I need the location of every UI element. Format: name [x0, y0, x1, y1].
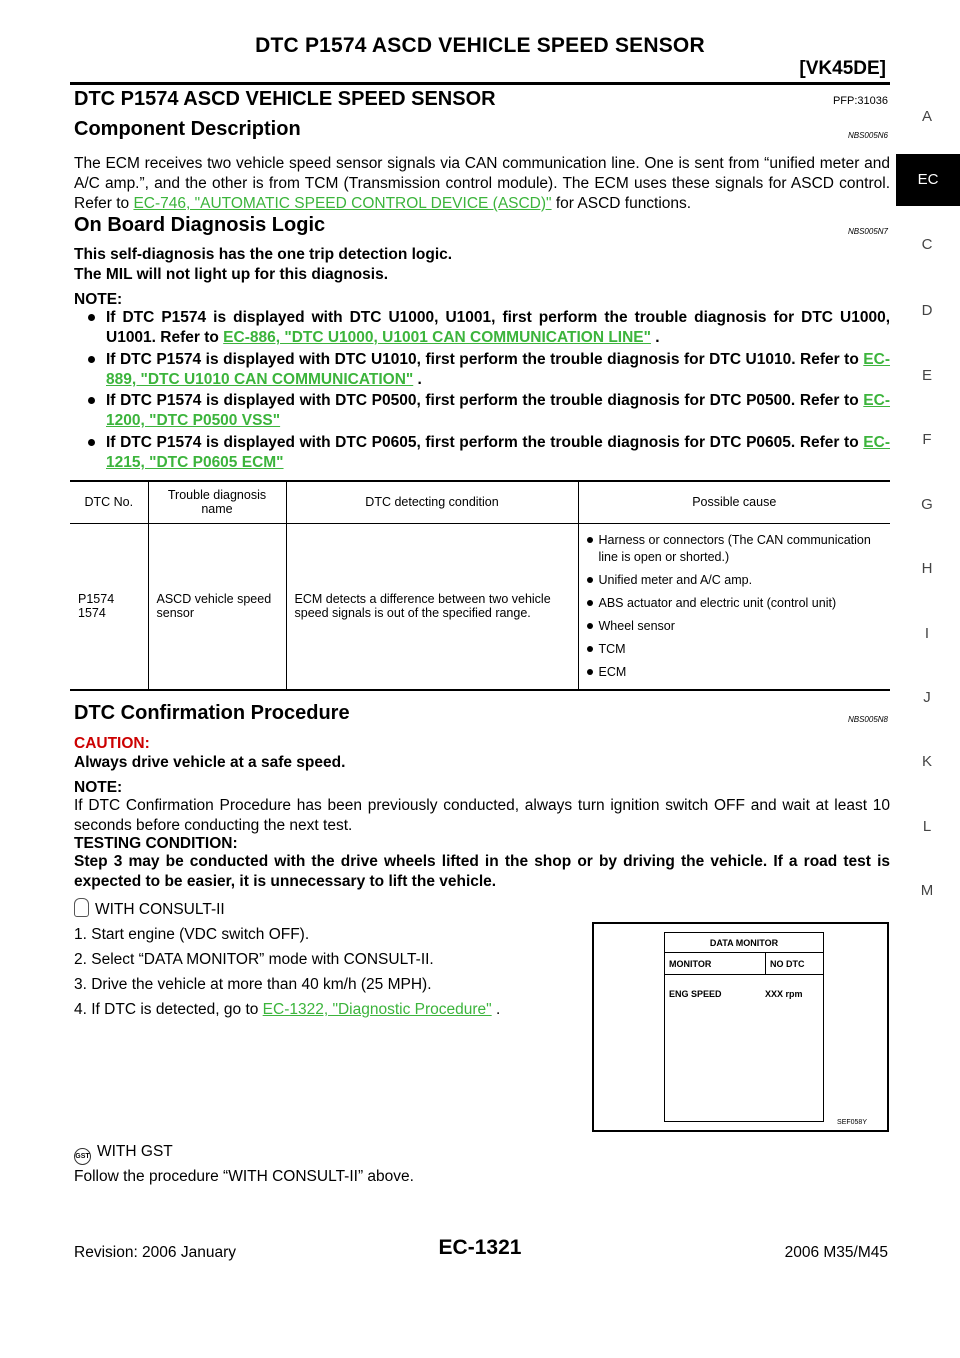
obd-logic-heading: On Board Diagnosis Logic: [74, 214, 326, 236]
p0605-link[interactable]: EC-1215, "DTC P0605 ECM": [106, 434, 890, 471]
footer-model: 2006 M35/M45: [784, 1244, 888, 1261]
cause-item: Harness or connectors (The CAN communication line is open or shorted.): [587, 532, 883, 566]
obd-line-1: This self-diagnosis has the one trip detection logic.: [74, 246, 453, 263]
eng-speed-row: [669, 989, 819, 999]
dtc-table: [70, 480, 890, 691]
figure-code: SEF058Y: [837, 1119, 867, 1126]
cell-possible-cause: [578, 523, 890, 690]
caution-label: CAUTION:: [74, 735, 150, 752]
gst-heading: GST WITH GST: [74, 1142, 173, 1165]
side-index-e[interactable]: E: [921, 367, 932, 384]
caution-text: Always drive vehicle at a safe speed.: [74, 754, 346, 771]
data-monitor-title: DATA MONITOR: [665, 933, 823, 953]
cause-item: ABS actuator and electric unit (control unit): [587, 595, 883, 612]
side-index-c[interactable]: C: [921, 236, 933, 253]
col-dtc-no: DTC No.: [70, 481, 148, 523]
side-index-ec[interactable]: EC: [917, 171, 939, 188]
side-index-a[interactable]: A: [921, 108, 932, 125]
component-description-heading: Component Description: [74, 118, 301, 140]
gst-text: Follow the procedure “WITH CONSULT-II” above.: [74, 1168, 414, 1185]
monitor-column-label: MONITOR: [669, 959, 712, 969]
step-1: 1. Start engine (VDC switch OFF).: [74, 926, 310, 943]
side-index-m[interactable]: M: [920, 882, 934, 899]
side-index-g[interactable]: G: [921, 496, 933, 513]
main-title: DTC P1574 ASCD VEHICLE SPEED SENSOR: [74, 88, 496, 110]
page-header-title: DTC P1574 ASCD VEHICLE SPEED SENSOR: [255, 34, 705, 57]
obd-note-label: NOTE:: [74, 291, 123, 308]
header-rule: [70, 82, 890, 85]
col-possible-cause: Possible cause: [578, 481, 890, 523]
note-bullet-2: If DTC P1574 is displayed with DTC U1010, first perform the trouble diagnosis for DTC U1010. Refer to EC-889, "DTC U1010 CAN COMMUNICATION" .: [74, 350, 890, 390]
p0500-link[interactable]: EC-1200, "DTC P0500 VSS": [106, 392, 890, 429]
side-index-k[interactable]: K: [921, 753, 932, 770]
confirmation-heading: DTC Confirmation Procedure: [74, 702, 350, 724]
diagnostic-procedure-link[interactable]: EC-1322, "Diagnostic Procedure": [262, 1001, 492, 1018]
side-index-f[interactable]: F: [922, 431, 932, 448]
testing-condition-text: Step 3 may be conducted with the drive wheels lifted in the shop or by driving the vehicle. If a road test is expected to be easier, it is unnecessary to lift the vehicle.: [74, 853, 890, 890]
cause-item: Unified meter and A/C amp.: [587, 572, 883, 589]
table-row: [70, 523, 890, 690]
note-bullet-4: If DTC P1574 is displayed with DTC P0605, first perform the trouble diagnosis for DTC P0605. Refer to EC-1215, "DTC P0605 ECM": [74, 433, 890, 473]
component-description-text: The ECM receives two vehicle speed sensor signals via CAN communication line. One is sent from “unified meter and A/C amp.”, and the other is from TCM (Transmission control module). The ECM uses these signals for ASCD control. Refer to EC-746, "AUTOMATIC SPEED CONTROL DEVICE (ASCD)" for ASCD functions.: [74, 155, 890, 212]
component-description-ref: NBS005N6: [847, 131, 888, 140]
confirmation-ref: NBS005N8: [847, 715, 888, 724]
note-label: NOTE:: [74, 779, 123, 796]
no-dtc-label: NO DTC: [770, 959, 805, 969]
testing-condition-label: TESTING CONDITION:: [74, 835, 238, 852]
data-monitor-figure: [592, 922, 889, 1132]
note-text: If DTC Confirmation Procedure has been previously conducted, always turn ignition switch OFF and wait at least 10 seconds before conducting the next test.: [74, 797, 890, 834]
cell-dtc-no: P1574 1574: [70, 523, 148, 690]
side-index-d[interactable]: D: [921, 302, 933, 319]
engine-model-label: [VK45DE]: [799, 58, 886, 79]
obd-line-2: The MIL will not light up for this diagnosis.: [74, 266, 389, 283]
ascd-link[interactable]: EC-746, "AUTOMATIC SPEED CONTROL DEVICE (ASCD)": [133, 195, 552, 212]
eng-speed-label: ENG SPEED: [669, 989, 722, 999]
side-index-i[interactable]: I: [924, 625, 930, 642]
col-detecting-condition: DTC detecting condition: [286, 481, 578, 523]
footer-page-number: EC-1321: [438, 1236, 522, 1259]
side-index-l[interactable]: L: [922, 818, 932, 835]
u1010-link[interactable]: EC-889, "DTC U1010 CAN COMMUNICATION": [106, 351, 890, 388]
cause-item: Wheel sensor: [587, 618, 883, 635]
step-3: 3. Drive the vehicle at more than 40 km/h (25 MPH).: [74, 976, 432, 993]
part-number: PFP:31036: [832, 95, 888, 107]
consult-heading: WITH CONSULT-II: [74, 898, 225, 920]
cause-item: ECM: [587, 664, 883, 681]
cell-trouble-name: ASCD vehicle speed sensor: [148, 523, 286, 690]
u1000-link[interactable]: EC-886, "DTC U1000, U1001 CAN COMMUNICATION LINE": [223, 329, 651, 346]
side-index-h[interactable]: H: [921, 560, 933, 577]
col-trouble-name: Trouble diagnosis name: [148, 481, 286, 523]
side-index-j[interactable]: J: [923, 689, 931, 706]
step-4: 4. If DTC is detected, go to EC-1322, "Diagnostic Procedure" .: [74, 1001, 501, 1018]
step-2: 2. Select “DATA MONITOR” mode with CONSULT-II.: [74, 951, 434, 968]
eng-speed-value: XXX rpm: [765, 989, 803, 999]
footer-revision: Revision: 2006 January: [74, 1244, 236, 1261]
consult-mode-icon: [74, 898, 89, 917]
data-monitor-screen: [664, 932, 824, 1122]
cell-detecting-condition: ECM detects a difference between two vehicle speed signals is out of the specified range.: [286, 523, 578, 690]
note-bullet-3: If DTC P1574 is displayed with DTC P0500, first perform the trouble diagnosis for DTC P0500. Refer to EC-1200, "DTC P0500 VSS": [74, 391, 890, 431]
cause-item: TCM: [587, 641, 883, 658]
gst-mode-icon: GST: [74, 1148, 91, 1165]
obd-logic-ref: NBS005N7: [847, 227, 888, 236]
note-bullet-1: If DTC P1574 is displayed with DTC U1000, U1001, first perform the trouble diagnosis for DTC U1000, U1001. Refer to EC-886, "DTC U1000, U1001 CAN COMMUNICATION LINE" .: [74, 308, 890, 348]
